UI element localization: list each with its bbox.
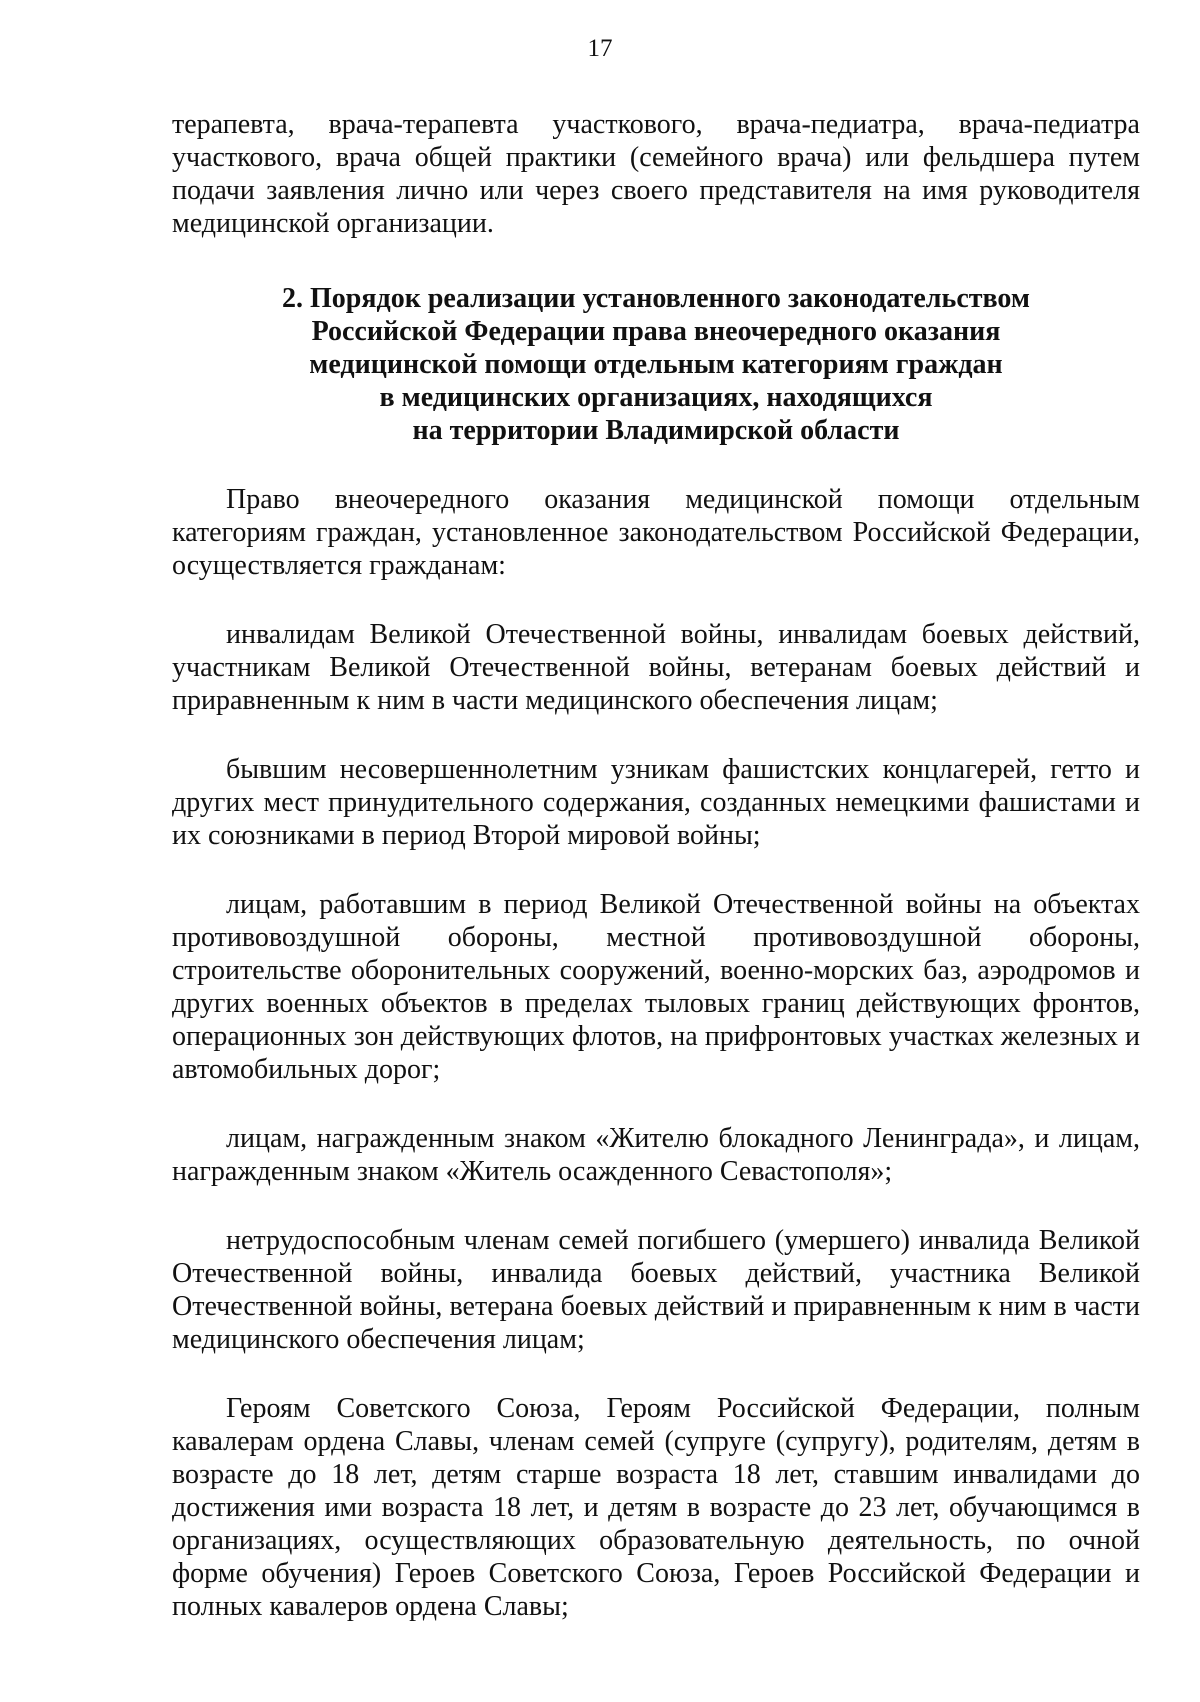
list-item: нетрудоспособным членам семей погибшего (умершего) инвалида Великой Отечественной войны, инвалида боевых действий, участника Великой Отечественной войны, ветерана боевых действий и приравненным к ним в части медицинского обеспечения лицам; — [172, 1225, 1140, 1355]
list-item: лицам, работавшим в период Великой Отечественной войны на объектах противовоздушной обороны, местной противовоздушной обороны, строительстве оборонительных сооружений, военно-морских баз, аэродромов и других военных объектов в пределах тыловых границ действующих фронтов, операционных зон действующих флотов, на прифронтовых участках железных и автомобильных дорог; — [172, 889, 1140, 1085]
list-item: Героям Советского Союза, Героям Российской Федерации, полным кавалерам ордена Славы, членам семей (супруге (супругу), родителям, детям в возрасте до 18 лет, детям старше возраста 18 лет, ставшим инвалидами до достижения ими возраста 18 лет, и детям в возрасте до 23 лет, обучающимся в организациях, осуществляющих образовательную деятельность, по очной форме обучения) Героев Советского Союза, Героев Российской Федерации и полных кавалеров ордена Славы; — [172, 1393, 1140, 1622]
intro-paragraph: терапевта, врача-терапевта участкового, врача-педиатра, врача-педиатра участкового, врача общей практики (семейного врача) или фельдшера путем подачи заявления лично или через своего представителя на имя руководителя медицинской организации. — [172, 109, 1140, 239]
page-number: 17 — [587, 35, 613, 62]
list-item: инвалидам Великой Отечественной войны, инвалидам боевых действий, участникам Великой Отечественной войны, ветеранам боевых действий и приравненным к ним в части медицинского обеспечения лицам; — [172, 619, 1140, 716]
list-item: бывшим несовершеннолетним узникам фашистских концлагерей, гетто и других мест принудительного содержания, созданных немецкими фашистами и их союзниками в период Второй мировой войны; — [172, 754, 1140, 851]
list-item: лицам, награжденным знаком «Жителю блокадного Ленинграда», и лицам, награжденным знаком «Житель осажденного Севастополя»; — [172, 1123, 1140, 1187]
section-heading: 2. Порядок реализации установленного законодательством Российской Федерации права внеочередного оказания медицинской помощи отдельным категориям граждан в медицинских организациях, находящихся на территории Владимирской области — [282, 283, 1030, 446]
lead-paragraph: Право внеочередного оказания медицинской помощи отдельным категориям граждан, установленное законодательством Российской Федерации, осуществляется гражданам: — [172, 484, 1140, 581]
document-body — [172, 108, 1140, 1623]
